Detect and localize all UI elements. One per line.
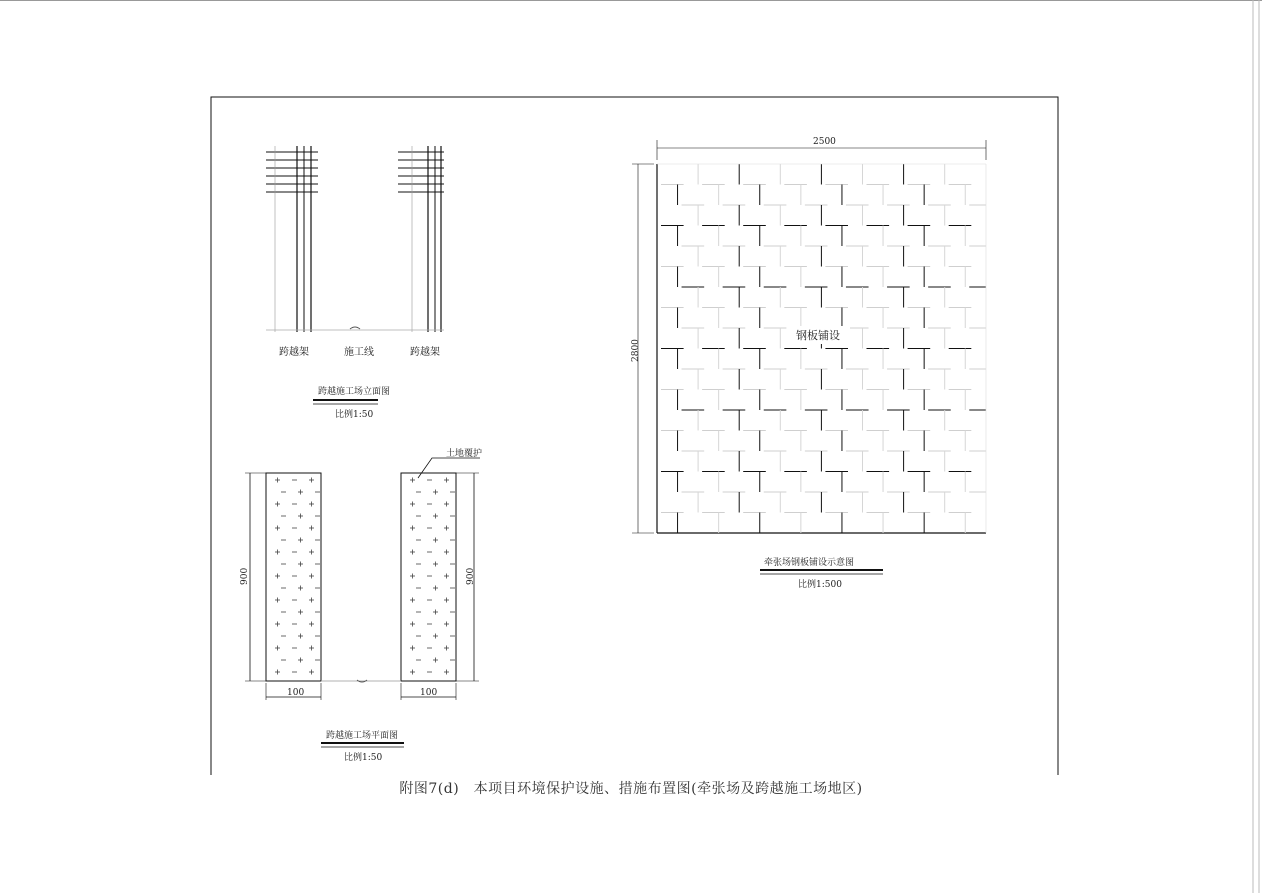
plan-dim-width-left: 100: [287, 688, 305, 698]
elevation-view: [266, 146, 444, 332]
right-scaffold: [398, 146, 444, 332]
steel-center-label: 钢板铺设: [796, 329, 840, 342]
elevation-scale: 比例1:50: [335, 410, 374, 420]
steel-dim-height: 2800: [631, 339, 641, 362]
label-construction-line: 施工线: [344, 347, 374, 358]
steel-title: 牵张场钢板铺设示意图: [764, 558, 855, 568]
drawing-frame: [211, 97, 1058, 775]
label-left-scaffold: 跨越架: [279, 347, 309, 358]
figure-caption: 附图7(d) 本项目环境保护设施、措施布置图(牵张场及跨越施工场地区): [399, 781, 863, 797]
plan-hatch-marks: [275, 478, 455, 675]
label-right-scaffold: 跨越架: [410, 347, 440, 358]
plan-scale: 比例1:50: [344, 753, 383, 763]
plan-title: 跨越施工场平面图: [326, 731, 399, 741]
steel-dim-width: 2500: [813, 137, 836, 147]
plan-dim-width-right: 100: [420, 688, 438, 698]
plan-dim-height-right: 900: [466, 567, 476, 585]
plan-annotation: 土地覆护: [446, 449, 483, 459]
steel-scale: 比例1:500: [798, 580, 842, 590]
steel-plate-grid: [657, 164, 986, 533]
plan-dim-height-left: 900: [240, 567, 250, 585]
elevation-title: 跨越施工场立面图: [318, 387, 391, 397]
left-scaffold: [266, 146, 318, 332]
plan-view: [245, 458, 480, 700]
